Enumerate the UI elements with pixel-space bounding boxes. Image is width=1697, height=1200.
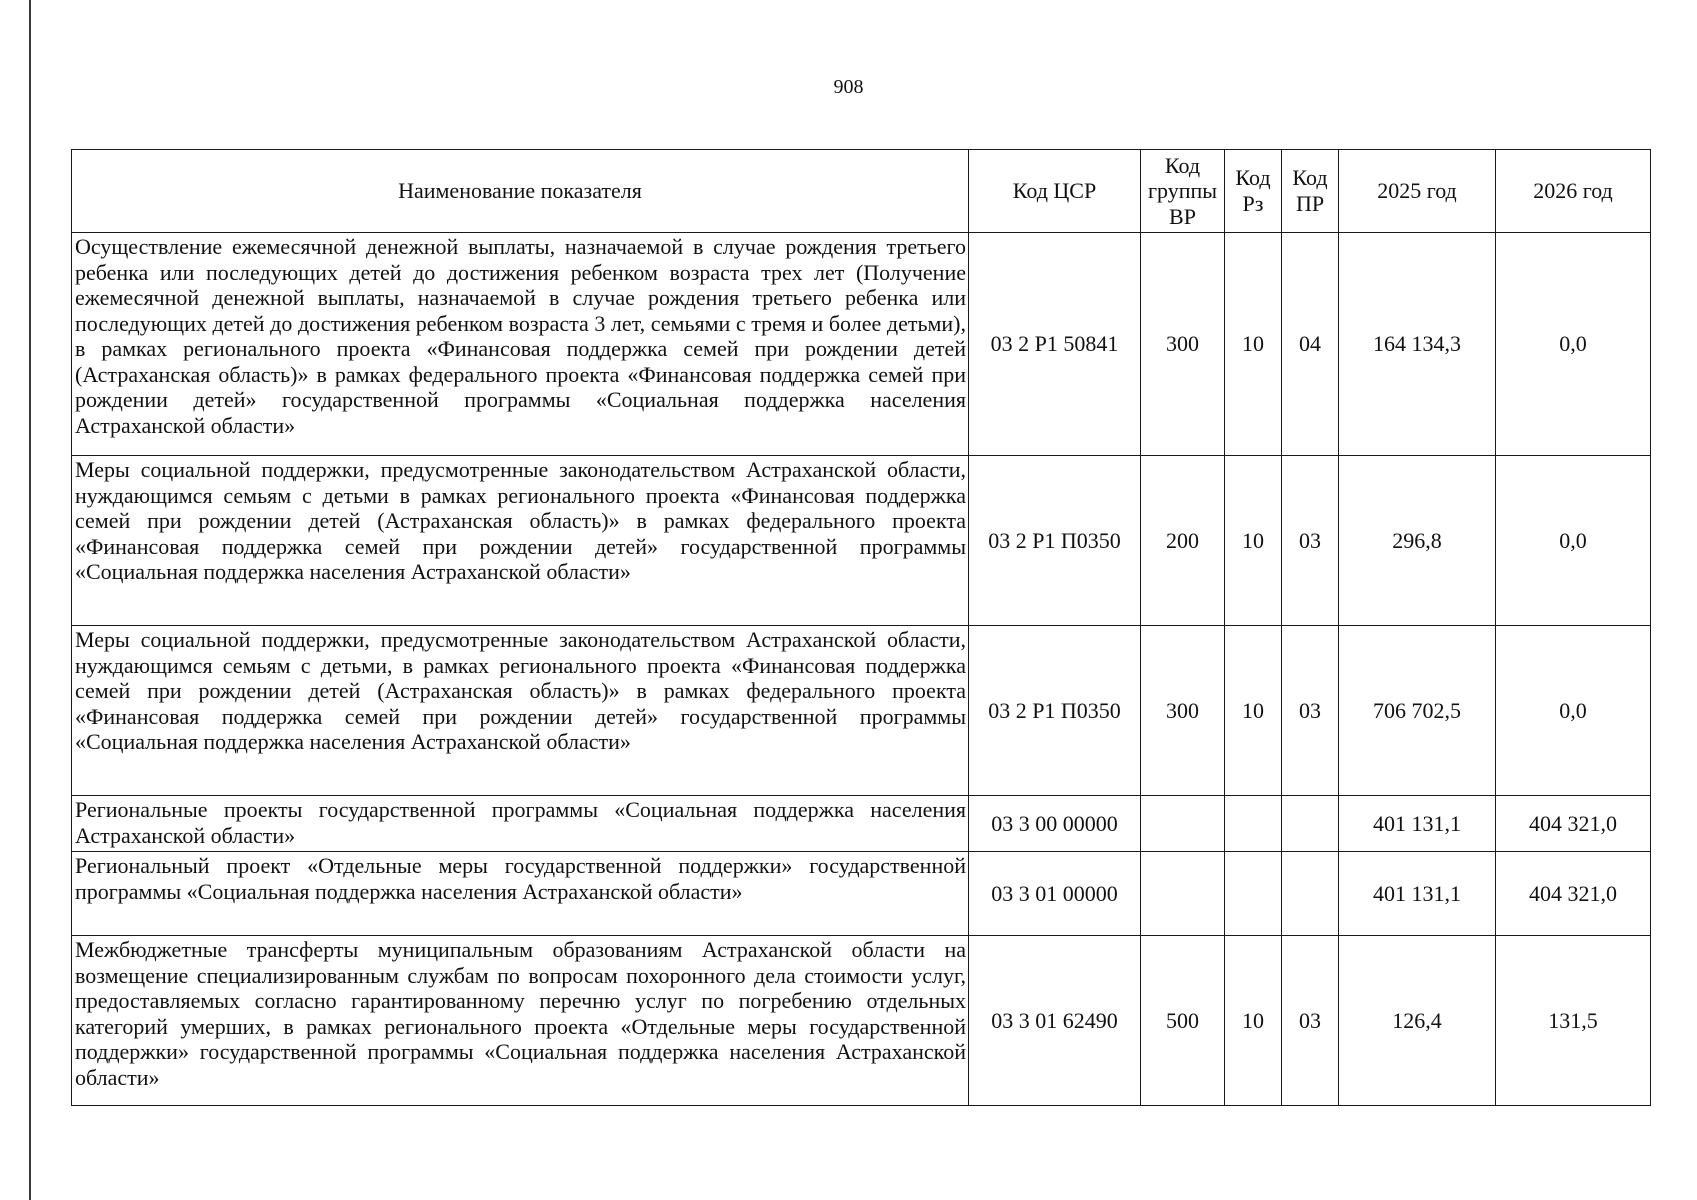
row-pr-code: 03 xyxy=(1282,456,1339,626)
header-year-2026: 2026 год xyxy=(1496,150,1651,233)
row-vr-code: 200 xyxy=(1141,456,1225,626)
header-rz-code: Код Рз xyxy=(1225,150,1282,233)
row-value-2026: 0,0 xyxy=(1496,456,1651,626)
row-rz-code: 10 xyxy=(1225,936,1282,1106)
table-row xyxy=(72,796,1651,852)
row-name: Региональные проекты государственной программы «Социальная поддержка населения Астраханской области» xyxy=(72,796,969,852)
row-name: Меры социальной поддержки, предусмотренные законодательством Астраханской области, нуждающимся семьям с детьми, в рамках регионального проекта «Финансовая поддержка семей при рождении детей (Астраханская область)» в рамках федерального проекта «Финансовая поддержка семей при рождении детей» государственной программы «Социальная поддержка населения Астраханской области» xyxy=(72,626,969,796)
row-csr-code: 03 3 00 00000 xyxy=(969,796,1141,852)
row-pr-code xyxy=(1282,852,1339,936)
row-name: Осуществление ежемесячной денежной выплаты, назначаемой в случае рождения третьего ребенка или последующих детей до достижения ребенком возраста трех лет (Получение ежемесячной денежной выплаты, назначаемой в случае рождения третьего ребенка или последующих детей до достижения ребенком возраста 3 лет, семьями с тремя и более детьми), в рамках регионального проекта «Финансовая поддержка семей при рождении детей (Астраханская область)» в рамках федерального проекта «Финансовая поддержка семей при рождении детей» государственной программы «Социальная поддержка населения Астраханской области» xyxy=(72,233,969,456)
header-vr-code: Код группы ВР xyxy=(1141,150,1225,233)
scan-edge-line xyxy=(29,0,31,1200)
row-value-2025: 401 131,1 xyxy=(1339,796,1496,852)
row-value-2025: 164 134,3 xyxy=(1339,233,1496,456)
table-header-row xyxy=(72,150,1651,233)
row-value-2026: 404 321,0 xyxy=(1496,796,1651,852)
row-vr-code: 500 xyxy=(1141,936,1225,1106)
row-rz-code: 10 xyxy=(1225,233,1282,456)
row-vr-code xyxy=(1141,852,1225,936)
row-pr-code: 03 xyxy=(1282,626,1339,796)
row-value-2026: 0,0 xyxy=(1496,233,1651,456)
row-pr-code: 03 xyxy=(1282,936,1339,1106)
page-number: 908 xyxy=(833,76,864,98)
row-rz-code xyxy=(1225,796,1282,852)
header-csr-code: Код ЦСР xyxy=(969,150,1141,233)
row-value-2026: 131,5 xyxy=(1496,936,1651,1106)
row-name: Межбюджетные трансферты муниципальным образованиям Астраханской области на возмещение специализированным службам по вопросам похоронного дела стоимости услуг, предоставляемых согласно гарантированному перечню услуг по погребению отдельных категорий умерших, в рамках регионального проекта «Отдельные меры государственной поддержки» государственной программы «Социальная поддержка населения Астраханской области» xyxy=(72,936,969,1106)
row-value-2026: 404 321,0 xyxy=(1496,852,1651,936)
row-vr-code: 300 xyxy=(1141,626,1225,796)
row-pr-code: 04 xyxy=(1282,233,1339,456)
row-csr-code: 03 2 Р1 П0350 xyxy=(969,626,1141,796)
row-name: Региональный проект «Отдельные меры государственной поддержки» государственной программы «Социальная поддержка населения Астраханской области» xyxy=(72,852,969,936)
row-value-2025: 296,8 xyxy=(1339,456,1496,626)
row-vr-code xyxy=(1141,796,1225,852)
budget-table xyxy=(71,149,1651,1106)
table-row xyxy=(72,852,1651,936)
row-value-2025: 126,4 xyxy=(1339,936,1496,1106)
row-pr-code xyxy=(1282,796,1339,852)
row-csr-code: 03 2 Р1 П0350 xyxy=(969,456,1141,626)
row-value-2025: 401 131,1 xyxy=(1339,852,1496,936)
table-row xyxy=(72,456,1651,626)
row-value-2025: 706 702,5 xyxy=(1339,626,1496,796)
row-csr-code: 03 3 01 00000 xyxy=(969,852,1141,936)
table-row xyxy=(72,626,1651,796)
row-rz-code: 10 xyxy=(1225,456,1282,626)
header-name: Наименование показателя xyxy=(72,150,969,233)
header-pr-code: Код ПР xyxy=(1282,150,1339,233)
row-csr-code: 03 2 Р1 50841 xyxy=(969,233,1141,456)
row-rz-code: 10 xyxy=(1225,626,1282,796)
row-csr-code: 03 3 01 62490 xyxy=(969,936,1141,1106)
table-row xyxy=(72,936,1651,1106)
header-year-2025: 2025 год xyxy=(1339,150,1496,233)
row-name: Меры социальной поддержки, предусмотренные законодательством Астраханской области, нуждающимся семьям с детьми в рамках регионального проекта «Финансовая поддержка семей при рождении детей (Астраханская область)» в рамках федерального проекта «Финансовая поддержка семей при рождении детей» государственной программы «Социальная поддержка населения Астраханской области» xyxy=(72,456,969,626)
row-value-2026: 0,0 xyxy=(1496,626,1651,796)
row-rz-code xyxy=(1225,852,1282,936)
row-vr-code: 300 xyxy=(1141,233,1225,456)
table-row xyxy=(72,233,1651,456)
